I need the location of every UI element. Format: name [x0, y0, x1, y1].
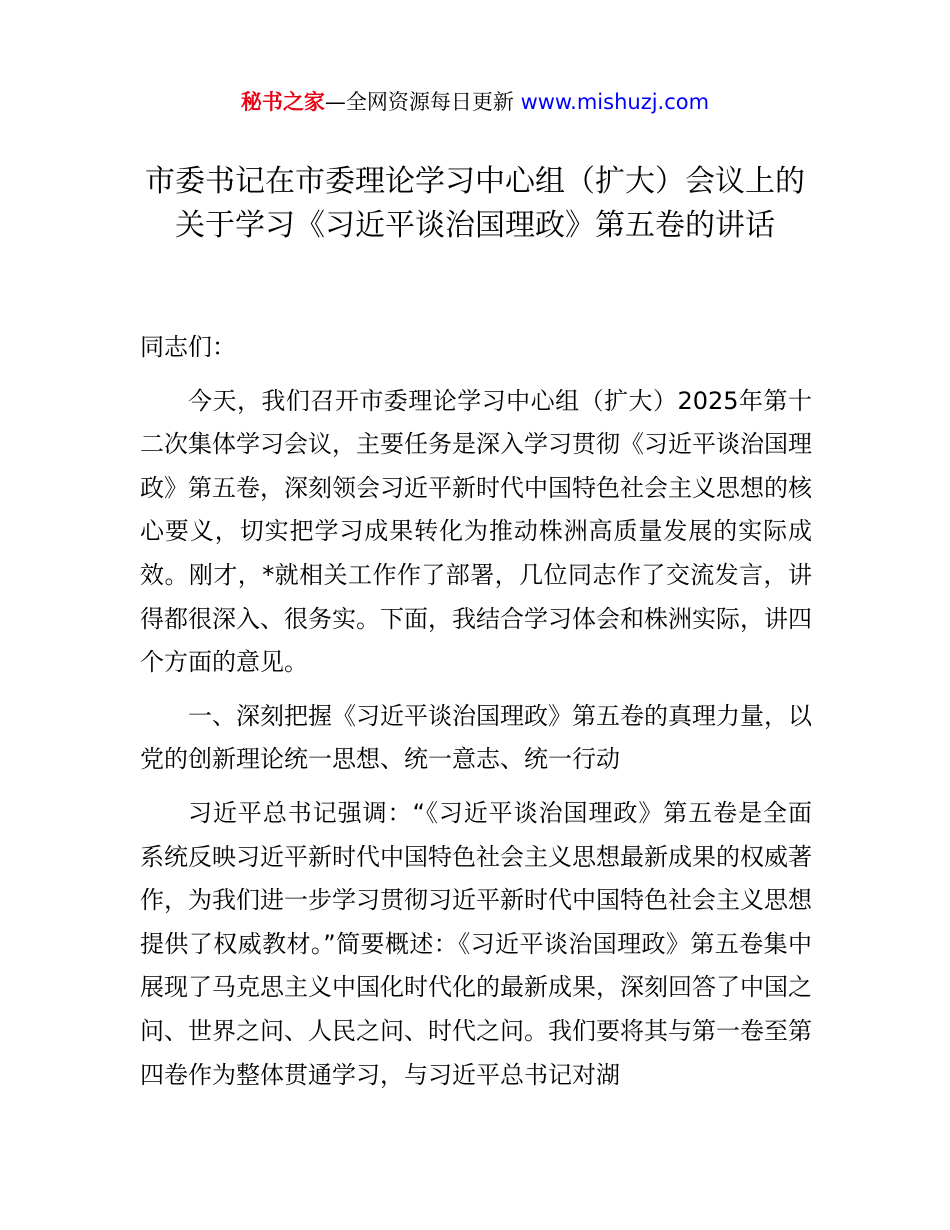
body-paragraph: 今天，我们召开市委理论学习中心组（扩大）2025年第十二次集体学习会议，主要任务是深入学习贯彻《习近平谈治国理政》第五卷，深刻领会习近平新时代中国特色社会主义思想的核心要义，切实把学习成果转化为推动株洲高质量发展的实际成效。刚才，*就相关工作作了部署，几位同志作了交流发言，讲得都很深入、很务实。下面，我结合学习体会和株洲实际，讲四个方面的意见。: [140, 386, 812, 677]
brand-name: 秘书之家: [240, 90, 325, 114]
salutation: 同志们：: [140, 333, 236, 361]
body-paragraph: 习近平总书记强调：“《习近平谈治国理政》第五卷是全面系统反映习近平新时代中国特色社会主义思想最新成果的权威著作，为我们进一步学习贯彻习近平新时代中国特色社会主义思想提供了权威教材。”简要概述：《习近平谈治国理政》第五卷集中展现了马克思主义中国化时代化的最新成果，深刻回答了中国之问、世界之问、人民之问、时代之问。我们要将其与第一卷至第四卷作为整体贯通学习，与习近平总书记对湖: [140, 798, 812, 1089]
site-header: [0, 86, 950, 118]
document-title: 市委书记在市委理论学习中心组（扩大）会议上的关于学习《习近平谈治国理政》第五卷的讲话: [145, 164, 805, 243]
header-slogan: —全网资源每日更新: [324, 90, 514, 114]
document-body: [140, 326, 812, 1097]
section-heading: 一、深刻把握《习近平谈治国理政》第五卷的真理力量，以党的创新理论统一思想、统一意志、统一行动: [140, 701, 812, 774]
site-url-link[interactable]: www.mishuzj.com: [520, 90, 710, 114]
